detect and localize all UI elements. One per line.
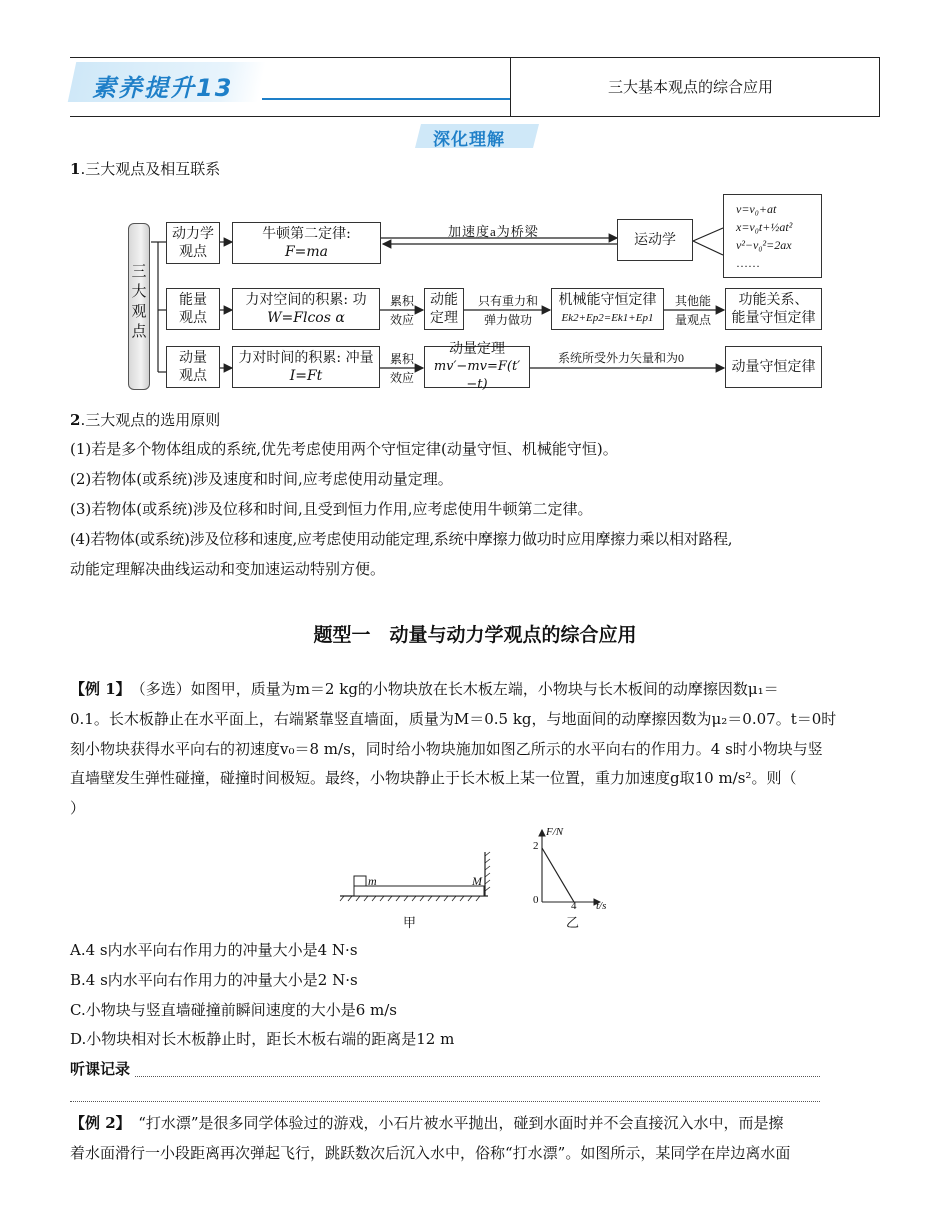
fig-b-origin: 0: [533, 894, 539, 906]
notes-line-2[interactable]: [70, 1101, 820, 1102]
accum-label-2: 累积 效应: [389, 352, 414, 385]
example1-line: 0.1。长木板静止在水平面上，右端紧靠竖直墙面，质量为M＝0.5 kg，与地面间的动摩擦因数为μ₂＝0.07。t＝0时: [70, 710, 837, 728]
function-relation-box: 功能关系、 能量守恒定律: [725, 288, 822, 330]
section-tag: 深化理解: [433, 130, 505, 150]
work-box: 力对空间的积累: 功 W=Flcos α: [232, 288, 380, 330]
principle-item: (4)若物体(或系统)涉及位移和速度,应考虑使用动能定理,系统中摩擦力做功时应用摩擦力乘以相对路程,: [70, 530, 733, 548]
notes-line-1[interactable]: [135, 1076, 820, 1077]
other-energy-label: 其他能 量观点: [674, 294, 711, 327]
principle-item: (1)若是多个物体组成的系统,优先考虑使用两个守恒定律(动量守恒、机械能守恒)。: [70, 440, 618, 458]
section2-heading: 2.三大观点的选用原则: [70, 411, 221, 429]
impulse-box: 力对时间的积累: 冲量 I=Ft: [232, 346, 380, 388]
dynamics-view-box: 动力学 观点: [166, 222, 220, 264]
fig-b-ylabel: F/N: [546, 826, 564, 838]
fig-a-label-M: M: [472, 874, 482, 888]
fig-b-caption: 乙: [566, 916, 580, 931]
example1-tag: 【例 1】: [70, 680, 124, 698]
notes-label: 听课记录: [70, 1060, 131, 1078]
option-d[interactable]: D.小物块相对长木板静止时，距长木板右端的距离是12 m: [70, 1030, 455, 1048]
example2-line: 【例 2】 “打水漂”是很多同学体验过的游戏，小石片被水平抛出，碰到水面时并不会直接沉入水中，而是擦: [70, 1114, 784, 1132]
header-badge: 素养提升13: [92, 74, 234, 102]
fig-b-xtick: 4: [571, 900, 577, 912]
option-b[interactable]: B.4 s内水平向右作用力的冲量大小是2 N·s: [70, 971, 358, 989]
example1-line: ）: [70, 799, 86, 817]
type-heading: 题型一 动量与动力学观点的综合应用: [313, 624, 637, 646]
principle-item: 动能定理解决曲线运动和变加速运动特别方便。: [70, 560, 386, 578]
example2-line: 着水面滑行一小段距离再次弹起飞行，跳跃数次后沉入水中，俗称“打水漂”。如图所示，某同学在岸边离水面: [70, 1144, 791, 1162]
diagram-root-label: 三大观点: [131, 264, 147, 340]
bridge-label: 加速度a为桥梁: [448, 224, 539, 239]
system-force-label: 系统所受外力矢量和为0: [558, 351, 685, 365]
fig-b-ytick: 2: [533, 840, 539, 852]
option-a[interactable]: A.4 s内水平向右作用力的冲量大小是4 N·s: [70, 941, 358, 959]
gravity-only-label: 只有重力和 弹力做功: [477, 294, 538, 327]
example2-tag: 【例 2】: [70, 1114, 124, 1132]
mech-energy-box: 机械能守恒定律 Ek2+Ep2=Ek1+Ep1: [551, 288, 664, 330]
newton-law-box: 牛顿第二定律: F=ma: [232, 222, 381, 264]
momentum-view-box: 动量 观点: [166, 346, 220, 388]
principle-item: (2)若物体(或系统)涉及速度和时间,应考虑使用动量定理。: [70, 470, 453, 488]
kinematics-box: 运动学: [617, 219, 693, 261]
example1-line: 【例 1】 （多选）如图甲，质量为m＝2 kg的小物块放在长木板左端，小物块与长木板间的动摩擦因数μ₁＝: [70, 680, 779, 698]
header-title: 三大基本观点的综合应用: [608, 78, 774, 96]
ke-theorem-box: 动能 定理: [424, 288, 464, 330]
momentum-conservation-box: 动量守恒定律: [725, 346, 822, 388]
example1-line: 刻小物块获得水平向右的初速度v₀＝8 m/s，同时给小物块施加如图乙所示的水平向右的作用力。4 s时小物块与竖: [70, 740, 823, 758]
fig-a-label-m: m: [368, 874, 377, 888]
accum-label-1: 累积 效应: [389, 294, 414, 327]
energy-view-box: 能量 观点: [166, 288, 220, 330]
section1-heading: 1.三大观点及相互联系: [70, 160, 221, 178]
example1-line: 直墙壁发生弹性碰撞，碰撞时间极短。最终，小物块静止于长木板上某一位置，重力加速度g取10 m/s²。则（: [70, 769, 797, 787]
fig-a-caption: 甲: [403, 916, 417, 931]
principle-item: (3)若物体(或系统)涉及位移和时间,且受到恒力作用,应考虑使用牛顿第二定律。: [70, 500, 593, 518]
fig-b-xlabel: t/s: [596, 900, 607, 912]
momentum-theorem-box: 动量定理 mv′−mv=F(t′−t): [424, 346, 530, 388]
kinematics-equations-box: v=v₀+at x=v₀t+½at² v²−v₀²=2ax ……: [723, 194, 822, 278]
option-c[interactable]: C.小物块与竖直墙碰撞前瞬间速度的大小是6 m/s: [70, 1001, 397, 1019]
